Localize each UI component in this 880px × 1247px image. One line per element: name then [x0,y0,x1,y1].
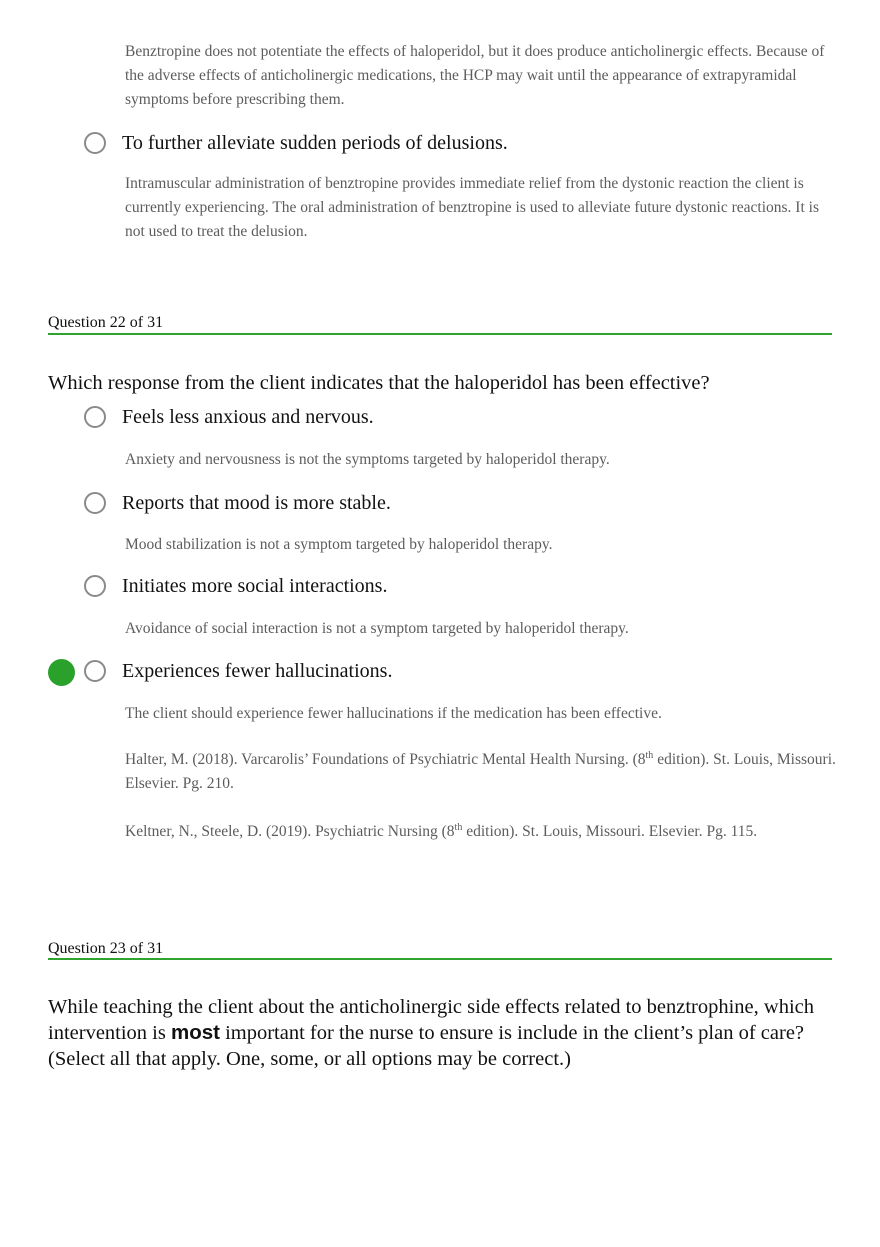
rationale-text: The client should experience fewer hallucinations if the medication has been effective. [125,705,662,722]
reference-text: Keltner, N., Steele, D. (2019). Psychiatric Nursing (8 [125,823,455,840]
header-divider [48,333,832,335]
option-label: Experiences fewer hallucinations. [122,659,393,682]
rationale-text: Avoidance of social interaction is not a symptom targeted by haloperidol therapy. [125,620,629,637]
question-header: Question 22 of 31 [48,314,164,331]
superscript: th [645,749,654,761]
reference-citation [125,820,837,844]
question-stem: Which response from the client indicates that the haloperidol has been effective? [48,372,710,394]
rationale-text: Mood stabilization is not a symptom targeted by haloperidol therapy. [125,536,553,553]
answer-option[interactable] [84,657,392,685]
answer-option[interactable] [84,572,387,600]
superscript: th [454,821,463,833]
correct-answer-indicator [48,659,75,686]
radio-button[interactable] [84,492,106,514]
reference-citation [125,748,837,796]
stem-text: While teaching the client about the anticholinergic side effects related to benztrophine, which intervention is [48,996,814,1044]
reference-text: Halter, M. (2018). Varcarolis’ Foundations of Psychiatric Mental Health Nursing. (8 [125,751,646,768]
reference-text: edition). St. Louis, Missouri. Elsevier. Pg. 115. [462,823,758,840]
emphasis-word: most [170,1021,220,1044]
question-stem [48,994,838,1072]
stem-text: important for the nurse to ensure is include in the client’s plan of care? (Select all that apply. One, some, or all options may be correct.) [48,1022,805,1070]
rationale-text: Anxiety and nervousness is not the symptoms targeted by haloperidol therapy. [125,451,610,468]
rationale-text: Intramuscular administration of benztropine provides immediate relief from the dystonic reaction the client is currently experiencing. The oral administration of benztropine is used to alleviate future dystonic reactions. It is not used to treat the delusion. [125,175,819,240]
radio-button[interactable] [84,132,106,154]
radio-button[interactable] [84,406,106,428]
answer-option[interactable] [84,129,508,157]
radio-button[interactable] [84,575,106,597]
radio-button[interactable] [84,660,106,682]
option-label: Feels less anxious and nervous. [122,405,374,428]
rationale-text: Benztropine does not potentiate the effects of haloperidol, but it does produce anticholinergic effects. Because of the adverse effects of anticholinergic medications, the HCP may wait until the appearance of extrapyramidal symptoms before prescribing them. [125,43,825,108]
question-header: Question 23 of 31 [48,940,164,957]
answer-option[interactable] [84,403,374,431]
option-label: Reports that mood is more stable. [122,491,391,514]
header-divider [48,958,832,960]
reference-text: edition). St. Louis, Missouri. Elsevier. Pg. 210. [125,751,836,792]
answer-option[interactable] [84,489,391,517]
option-label: Initiates more social interactions. [122,574,388,597]
option-label: To further alleviate sudden periods of delusions. [122,131,508,154]
